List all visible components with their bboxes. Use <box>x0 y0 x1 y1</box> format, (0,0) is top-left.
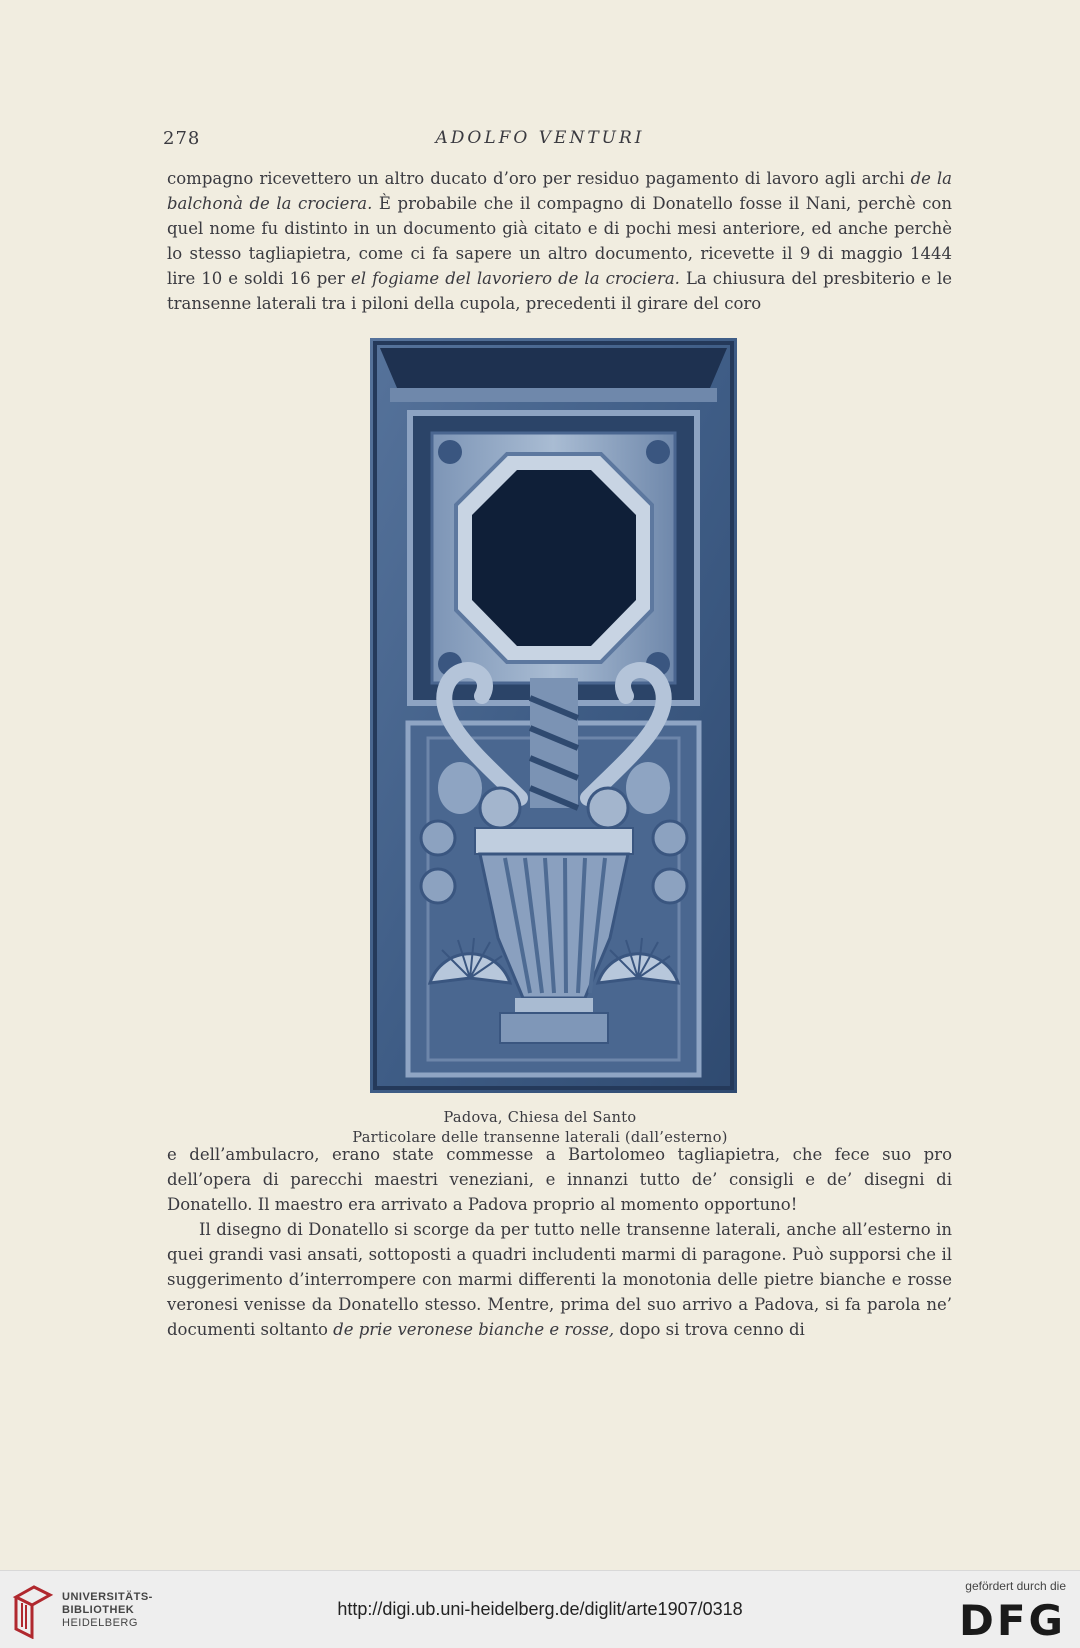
body-text-top <box>167 166 952 316</box>
viewer-footer <box>0 1570 1080 1648</box>
page-number: 278 <box>163 128 201 149</box>
italic-quote: de la balchonà de la crociera. <box>167 169 952 213</box>
permalink-url[interactable]: http://digi.ub.uni-heidelberg.de/diglit/arte1907/0318 <box>337 1599 743 1619</box>
dfg-logo: DFG <box>958 1596 1066 1645</box>
caption-line: Padova, Chiesa del Santo <box>443 1110 637 1126</box>
photo-transenna-panel <box>370 338 737 1093</box>
paragraph: e dell’ambulacro, erano state commesse a Bartolomeo tagliapietra, che fece suo pro dell’opera di parecchi maestri veneziani, e innanzi tutto de’ consigli e de’ disegni di Donatello. Il maestro era arrivato a Padova proprio al momento opportuno! <box>167 1145 952 1214</box>
paragraph: Il disegno di Donatello si scorge da per tutto nelle transenne laterali, anche all’esterno in quei grandi vasi ansati, sottoposti a quadri includenti marmi di paragone. Può supporsi che il suggerimento d’interrompere con marmi differenti la monotonia delle pietre bianche e rosse veronesi venisse da Donatello stesso. Mentre, prima del suo arrivo a Padova, si fa parola ne’ documenti soltanto de prie veronese bianche e rosse, dopo si trova cenno di <box>167 1220 952 1339</box>
paragraph: compagno ricevettero un altro ducato d’oro per residuo pagamento di lavoro agli archi de la balchonà de la crociera. È probabile che il compagno di Donatello fosse il Nani, perchè con quel nome fu distinto in un documento già citato e di pochi mesi anteriore, ed anche perchè lo stesso tagliapietra, come ci fa sapere un altro documento, ricevette il 9 di maggio 1444 lire 10 e soldi 16 per el fogiame del lavoriero de la crociera. La chiusura del presbiterio e le transenne laterali tra i piloni della cupola, precedenti il girare del coro <box>167 169 953 313</box>
body-text-bottom <box>167 1142 952 1342</box>
sponsor-label: gefördert durch die <box>965 1579 1066 1593</box>
italic-quote: el fogiame del lavoriero de la crociera. <box>350 269 680 288</box>
library-name: UNIVERSITÄTS- BIBLIOTHEK HEIDELBERG <box>62 1591 153 1629</box>
italic-quote: de prie veronese bianche e rosse, <box>333 1320 615 1339</box>
running-head: ADOLFO VENTURI <box>435 128 645 148</box>
caption-line: Particolare delle transenne laterali (dall’esterno) <box>352 1130 728 1146</box>
